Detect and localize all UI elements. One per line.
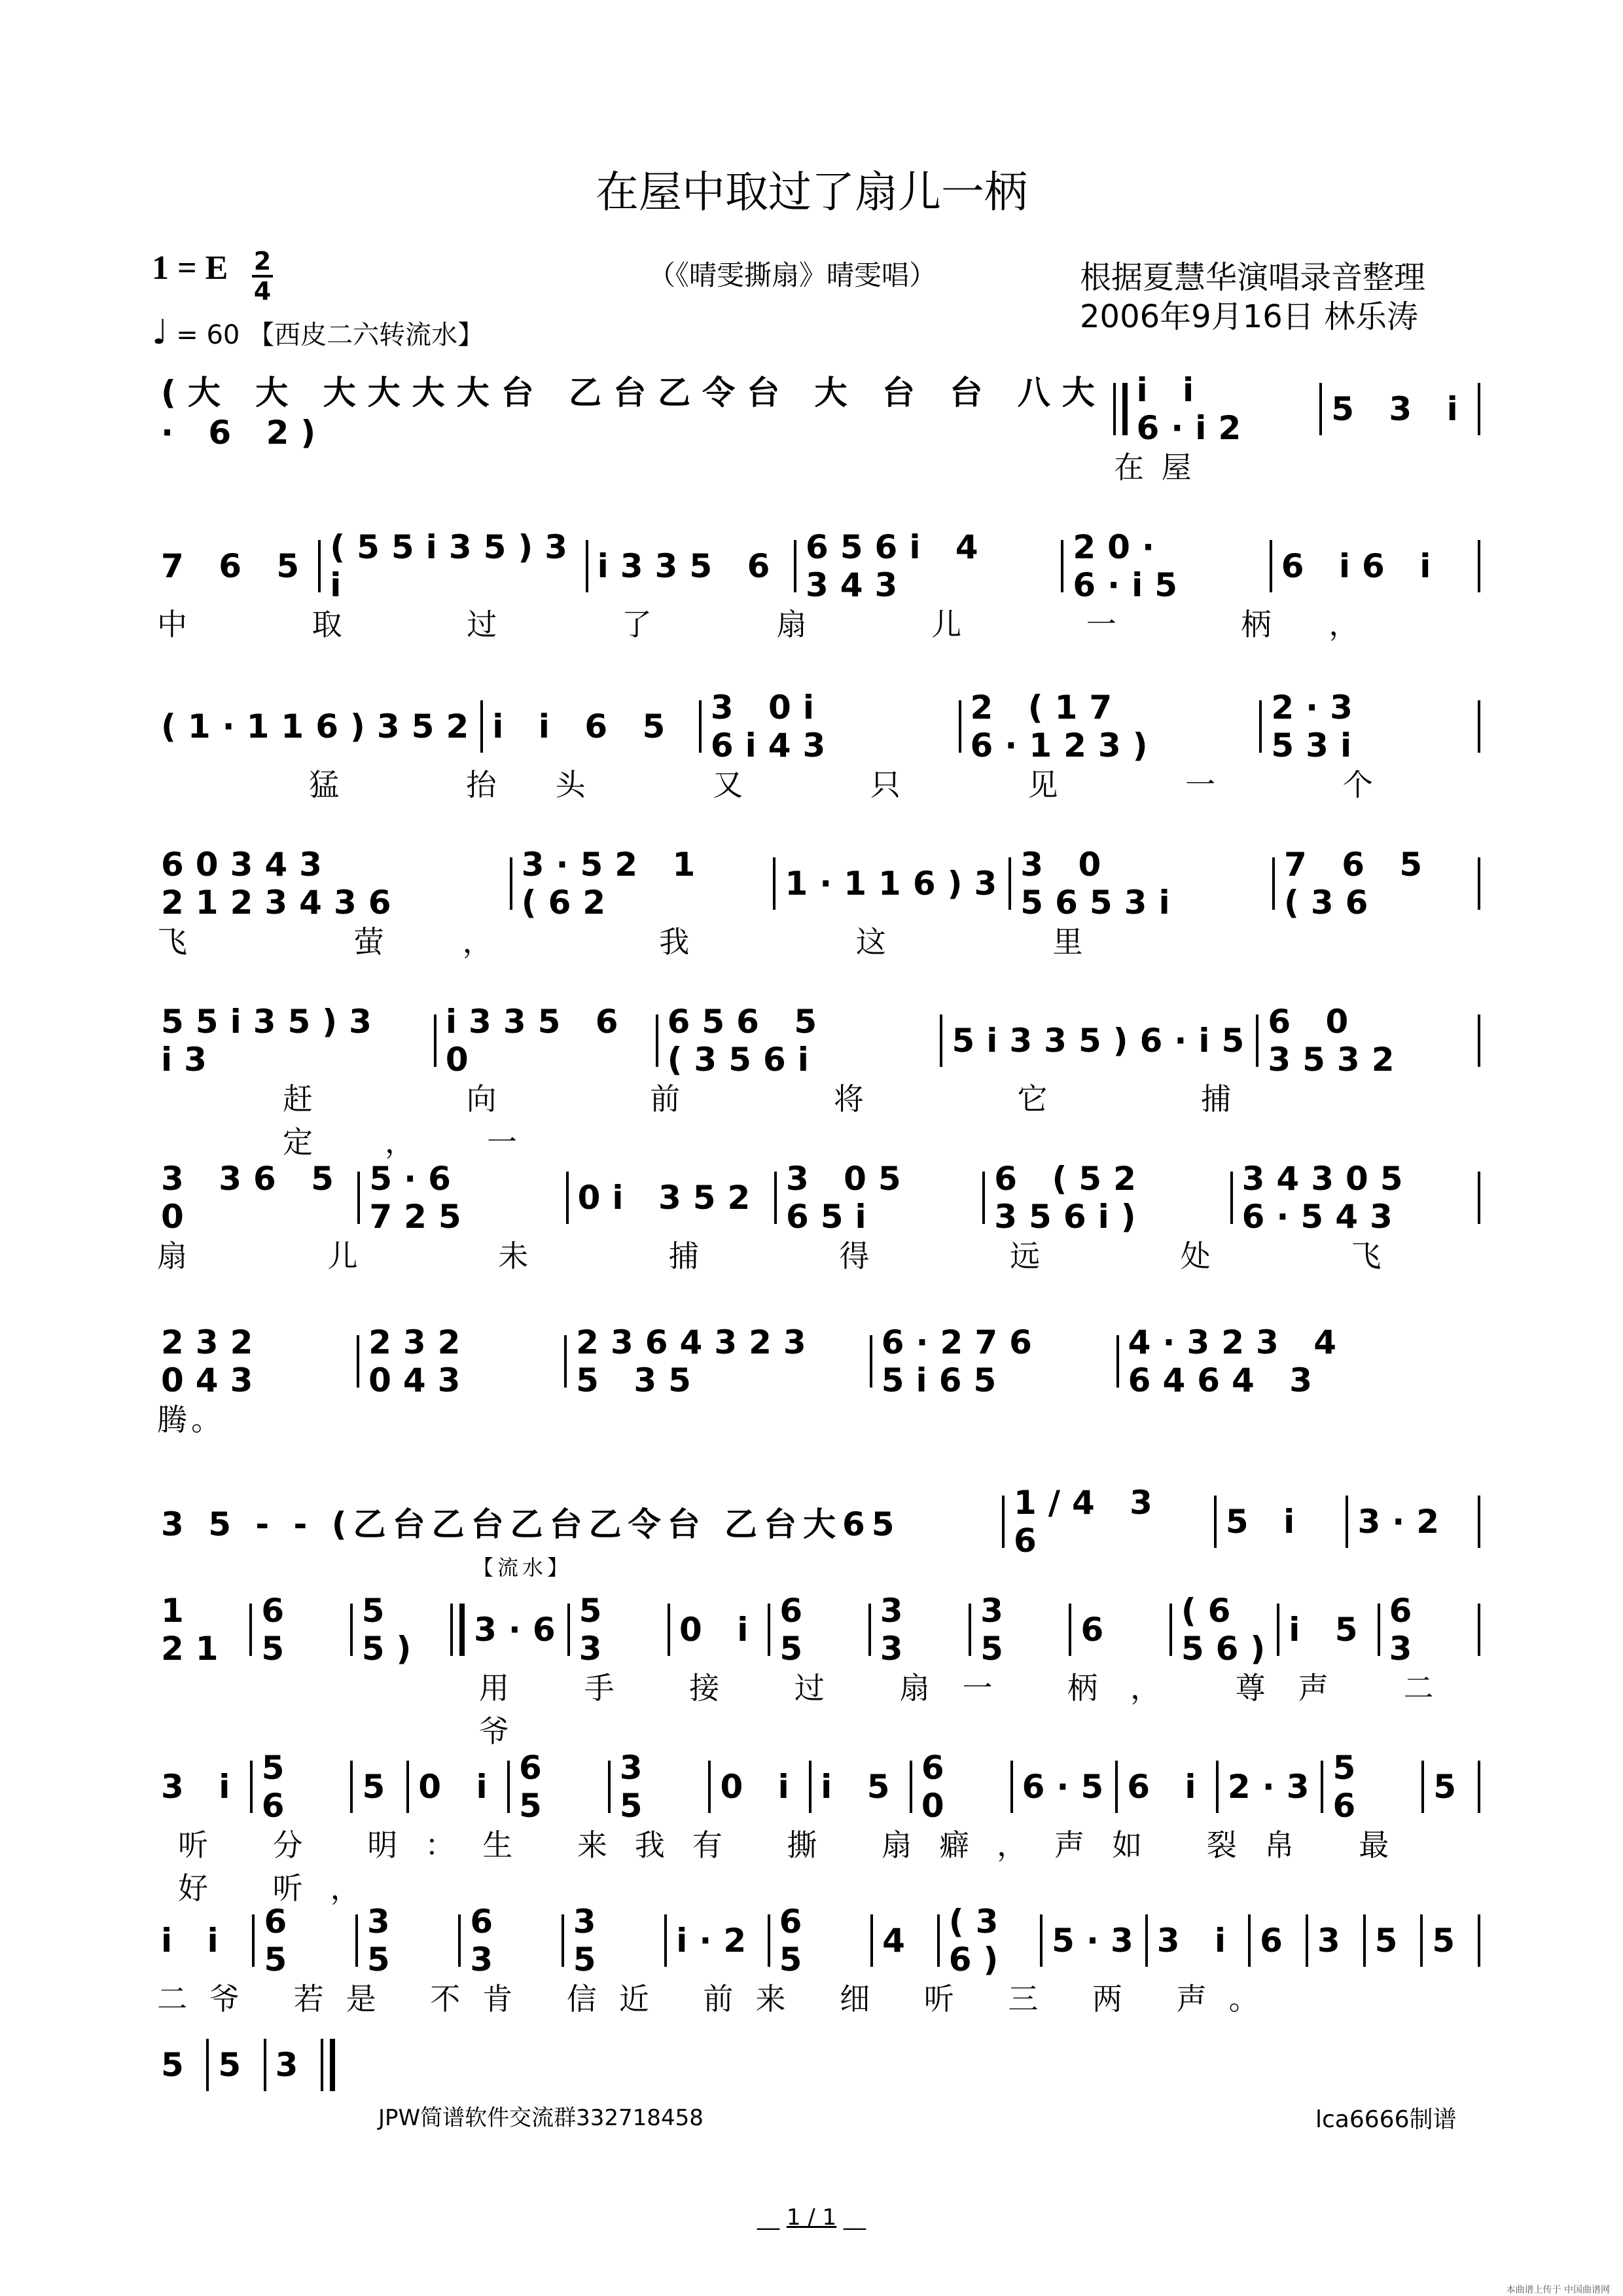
measure: 5 3 i <box>1331 390 1470 428</box>
measure: i i <box>161 1922 230 1960</box>
measure: 6 0 3532 <box>1268 1003 1406 1079</box>
measure: 4 <box>882 1922 917 1960</box>
notation-line <box>152 1903 1480 1979</box>
watermark: 本曲谱上传于 中国曲谱网 <box>1506 2285 1610 2295</box>
measure: 3 i <box>1156 1922 1238 1960</box>
measure: 3 05 65i <box>785 1160 913 1236</box>
measure: (6 56) <box>1181 1592 1277 1668</box>
measure: 5·3 <box>1052 1922 1145 1960</box>
measure: 55i35)3 i3 <box>161 1003 383 1079</box>
measure: i i 6 5 <box>492 708 677 745</box>
meter-bottom: 4 <box>253 277 272 306</box>
measure: i 5 <box>821 1768 902 1806</box>
system-7 <box>152 1323 1480 1439</box>
measure: 3 <box>1317 1922 1352 1960</box>
measure: 5 6 <box>261 1749 296 1825</box>
measure: 5 3 <box>579 1592 614 1668</box>
barline <box>450 1604 465 1656</box>
lyrics-line: 听 分 明：生 来我有 撕 扇癖，声如 裂帛 最 好 听， <box>178 1827 1417 1906</box>
barline <box>1478 1172 1480 1224</box>
system-11 <box>152 1903 1480 2018</box>
editor-credit: 2006年9月16日 林乐涛 <box>1080 298 1419 335</box>
measure: 3·2 <box>1357 1503 1452 1541</box>
measure: 3·6 <box>474 1611 567 1649</box>
measure: 2·3 53i <box>1271 689 1364 764</box>
barline <box>1478 857 1480 910</box>
measure: 3 5 <box>619 1749 654 1825</box>
system-6 <box>152 1160 1480 1276</box>
measure: 656i 4 343 <box>805 528 990 604</box>
measure: i335 6 <box>597 547 782 585</box>
lyrics-line: 猛 抬头 又 只 见 一 个 <box>309 767 1432 802</box>
measure: 6 <box>1260 1922 1294 1960</box>
meter-top: 2 <box>253 247 272 276</box>
measure: 5 <box>161 2046 196 2084</box>
measure: 5 <box>362 1768 397 1806</box>
style-label: 【西皮二六转流水】 <box>248 320 484 350</box>
measure: 5 <box>218 2046 253 2084</box>
barline <box>1478 1761 1480 1813</box>
page-title: 在屋中取过了扇儿一柄 <box>596 167 1027 217</box>
measure: i·2 <box>676 1922 758 1960</box>
measure: 3 5 <box>980 1592 1015 1668</box>
measure: (3 6) <box>948 1903 1010 1979</box>
measure: 3·52 1 (62 <box>521 846 707 922</box>
measure: 0 i <box>418 1768 499 1806</box>
measure: 656 5 (356i <box>667 1003 829 1079</box>
measure: 1 21 <box>161 1592 230 1668</box>
notation-line <box>152 689 1480 764</box>
measure: 3 5 <box>573 1903 608 1979</box>
notation-line <box>152 1160 1480 1236</box>
measure: 6·5 <box>1022 1768 1116 1806</box>
measure: 3 3 <box>880 1592 915 1668</box>
measure: 4·323 4 6464 3 <box>1128 1323 1349 1399</box>
barline <box>1113 383 1128 435</box>
time-signature <box>252 249 273 304</box>
measure: 6 i6 i <box>1281 547 1443 585</box>
system-10 <box>152 1749 1480 1908</box>
measure: 0 i <box>720 1768 801 1806</box>
page-number-text: 1 / 1 <box>786 2204 837 2231</box>
measure: 0 i <box>679 1611 760 1649</box>
measure: 1/4 3 6 <box>1013 1484 1164 1560</box>
lyrics-line: 扇 儿 未 捕 得 远 处 飞 <box>157 1238 1447 1274</box>
notation-line <box>152 1592 1480 1668</box>
measure: 6 5 <box>264 1903 299 1979</box>
measure: 5 i <box>1225 1503 1307 1541</box>
page-number: __ 1 / 1 __ <box>757 2204 866 2231</box>
notation-line <box>152 1749 1480 1825</box>
measure: 7 6 5 (36 <box>1284 846 1435 922</box>
section-label: 【流水】 <box>473 1555 573 1580</box>
system-12 <box>152 2042 335 2088</box>
measure: i 5 <box>1289 1611 1370 1649</box>
source-credit: 根据夏慧华演唱录音整理 <box>1080 259 1426 296</box>
lyrics-line: 用 手 接 过 扇一 柄， 尊声 二爷 <box>479 1670 1467 1749</box>
measure: 232 043 <box>368 1323 473 1399</box>
footer-right: lca6666制谱 <box>1315 2106 1457 2133</box>
key-signature: 1 = E <box>152 249 228 287</box>
measure: 3 0 5653i <box>1020 846 1182 922</box>
barline <box>1478 540 1480 592</box>
system-3 <box>152 689 1480 804</box>
lyrics-line: 二爷 若是 不肯 信近 前来 细 听 三 两 声。 <box>157 1981 1281 2017</box>
notation-line <box>152 1484 1480 1560</box>
measure: 34305 6·543 <box>1241 1160 1415 1236</box>
measure: 6 5 <box>779 1592 815 1668</box>
barline <box>1478 700 1480 753</box>
measure: 5·6 725 <box>369 1160 473 1236</box>
barline <box>1478 1496 1480 1548</box>
measure: 60343 2123436 <box>161 846 403 922</box>
subtitle: （《晴雯撕扇》晴雯唱） <box>648 259 937 291</box>
tempo-value: = 60 <box>176 320 240 350</box>
measure: i i 6·i2 <box>1136 371 1253 447</box>
measure: (1·116)352 <box>161 708 481 745</box>
measure: 2 (17 6·123) <box>970 689 1160 764</box>
barline <box>1478 383 1480 435</box>
barline <box>1478 1914 1480 1967</box>
measure: 5 <box>1432 1922 1467 1960</box>
measure: 3 <box>275 2046 310 2084</box>
quarter-note-icon: ♩ <box>152 313 168 352</box>
measure: 5i335)6·i5 <box>952 1022 1257 1060</box>
measure: i335 6 0 <box>445 1003 630 1079</box>
measure: 1·116)3 <box>785 865 1009 903</box>
notation-line <box>152 1323 1480 1399</box>
lyrics-line: 赶 向 前 将 它 捕 定，一 <box>283 1081 1304 1160</box>
measure: 0i 352 <box>577 1179 762 1217</box>
measure: 6 <box>1080 1611 1116 1649</box>
measure: 2364323 5 35 <box>576 1323 818 1399</box>
system-9 <box>152 1592 1480 1751</box>
measure: 3 5 <box>366 1903 402 1979</box>
measure: 5 5) <box>361 1592 423 1668</box>
system-8 <box>152 1484 1480 1581</box>
system-1 <box>152 371 1480 487</box>
system-4 <box>152 846 1480 961</box>
notation-line <box>152 846 1480 922</box>
measure: 5 <box>1433 1768 1468 1806</box>
notation-line <box>152 1003 1480 1079</box>
notation-line <box>152 371 1480 452</box>
measure: 5 6 <box>1332 1749 1368 1825</box>
barline <box>1478 1604 1480 1656</box>
notation-line <box>152 528 1480 604</box>
lyrics-line: 中 取 过 了 扇 儿 一 柄， <box>157 607 1417 642</box>
measure: (55i35)3 i <box>330 528 580 604</box>
measure: 6 (52 356i) <box>994 1160 1148 1236</box>
footer-left: JPW简谱软件交流群332718458 <box>378 2105 704 2131</box>
measure: (大 大 大大大大台 乙台乙令台 大 台 台 八大· 6 2) <box>161 374 1107 452</box>
measure: 6 5 <box>519 1749 554 1825</box>
measure: 3 5 - - (乙台乙台乙台乙令台 乙台大65 <box>161 1505 901 1543</box>
final-barline <box>321 2039 335 2091</box>
barline <box>1478 1014 1480 1067</box>
measure: 6 3 <box>1389 1592 1424 1668</box>
measure: 6 0 <box>921 1749 956 1825</box>
notation-line <box>152 2042 335 2088</box>
lyrics-line: 飞 萤， 我 这 里 <box>157 924 1162 960</box>
measure: 6 3 <box>470 1903 505 1979</box>
measure: 3 i <box>161 1768 242 1806</box>
measure: 7 6 5 <box>161 547 312 585</box>
measure: 2·3 <box>1227 1768 1321 1806</box>
measure: 232 043 <box>161 1323 265 1399</box>
lyrics-line: 在 屋 <box>1114 450 1196 485</box>
measure: 5 <box>1374 1922 1410 1960</box>
measure: 3 0i 6i43 <box>710 689 838 764</box>
tempo-marking <box>152 313 484 352</box>
measure: 6 5 <box>261 1592 296 1668</box>
measure: 6 i <box>1127 1768 1208 1806</box>
measure: 3 36 5 0 <box>161 1160 346 1236</box>
measure: 6·276 5i65 <box>881 1323 1044 1399</box>
measure: 20· 6·i5 <box>1073 528 1190 604</box>
lyrics-line: 腾。 <box>157 1402 225 1437</box>
system-5 <box>152 1003 1480 1162</box>
measure: 6 5 <box>779 1903 814 1979</box>
system-2 <box>152 528 1480 644</box>
